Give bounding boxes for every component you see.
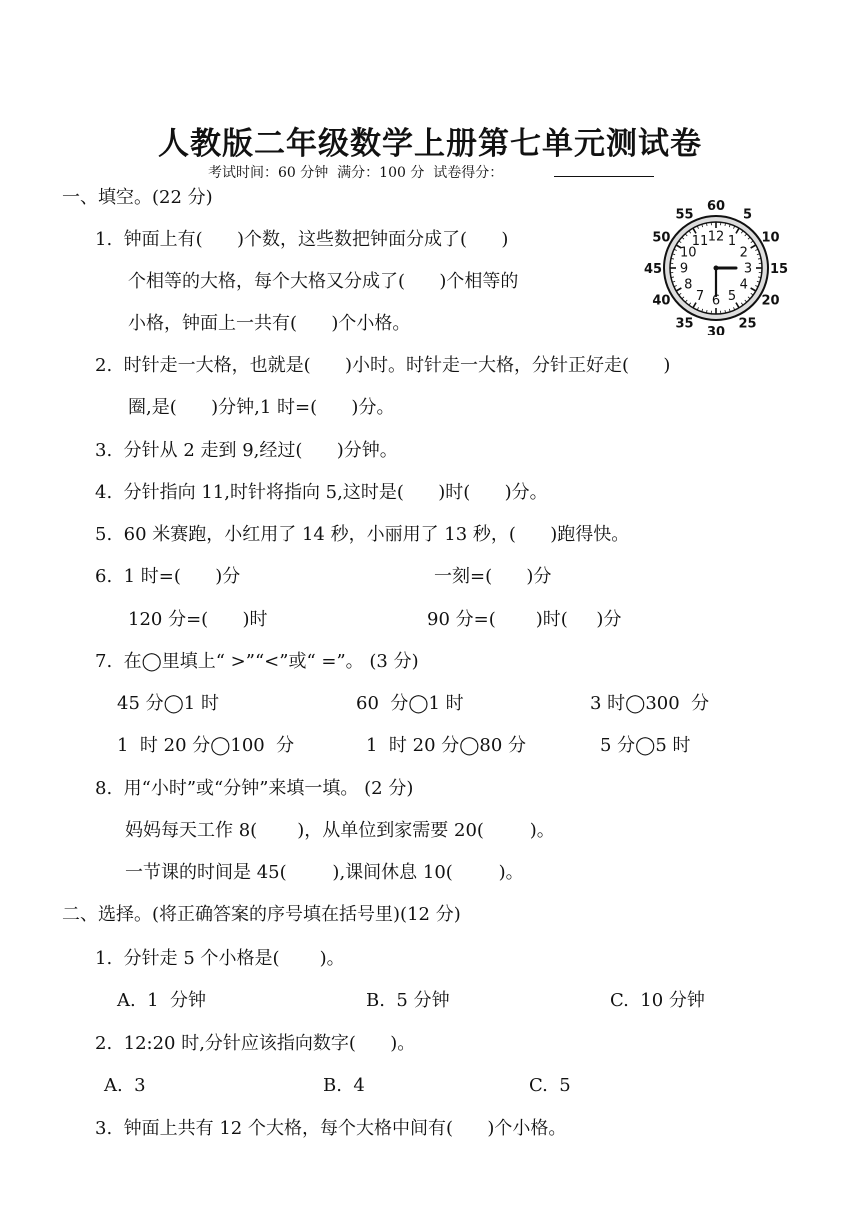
clock-hour-number: 11 (691, 233, 709, 249)
exam-info: 考试时间：60 分钟 满分：100 分 试卷得分： (208, 165, 504, 181)
clock-hour-number: 9 (679, 261, 689, 277)
q6-d: 90 分=( )时( )分 (427, 609, 622, 630)
clock-minute-label: 20 (761, 293, 780, 309)
clock-minute-label: 25 (738, 316, 757, 332)
clock-minute-label: 15 (769, 262, 789, 277)
clock-center-pin (714, 266, 719, 271)
clock-minute-label: 55 (675, 207, 694, 223)
s2-q1-option-c: C. 10 分钟 (610, 990, 705, 1011)
clock-hour-number: 6 (711, 293, 721, 309)
q7-heading: 7. 在◯里填上“ >”“<”或“ =”。 (3 分) (95, 651, 419, 672)
q3: 3. 分针从 2 走到 9,经过( )分钟。 (95, 440, 398, 461)
page-title: 人教版二年级数学上册第七单元测试卷 (158, 126, 702, 162)
q7-a: 45 分◯1 时 (117, 693, 219, 714)
q6-a: 6. 1 时=( )分 (95, 566, 241, 587)
q2-line1: 2. 时针走一大格，也就是( )小时。时针走一大格，分针正好走( ) (95, 355, 671, 376)
clock-minute-label: 5 (742, 207, 753, 223)
q6-b: 一刻=( )分 (434, 566, 552, 587)
clock-minute-label: 45 (643, 262, 663, 277)
q8-line1: 妈妈每天工作 8( )，从单位到家需要 20( )。 (125, 820, 555, 841)
clock-hour-number: 10 (680, 245, 697, 261)
s2-q1-option-b: B. 5 分钟 (366, 990, 450, 1011)
clock-figure (640, 200, 790, 335)
q7-b: 60 分◯1 时 (356, 693, 464, 714)
q2-line2: 圈,是( )分钟,1 时=( )分。 (128, 397, 395, 418)
q4: 4. 分针指向 11,时针将指向 5,这时是( )时( )分。 (95, 482, 548, 503)
section2-heading: 二、选择。(将正确答案的序号填在括号里)(12 分) (62, 904, 461, 925)
clock-hour-number: 2 (739, 245, 748, 261)
s2-q2-stem: 2. 12:20 时,分针应该指向数字( )。 (95, 1033, 416, 1054)
s2-q1-option-a: A. 1 分钟 (117, 990, 207, 1011)
clock-minute-label: 30 (706, 325, 726, 335)
q1-line3: 小格，钟面上一共有( )个小格。 (128, 313, 411, 334)
q1-line2: 个相等的大格，每个大格又分成了( )个相等的 (128, 271, 519, 292)
clock-hour-number: 7 (695, 289, 705, 305)
q7-d: 1 时 20 分◯100 分 (117, 735, 295, 756)
clock-minute-label: 10 (761, 230, 780, 246)
q5: 5. 60 米赛跑，小红用了 14 秒，小丽用了 13 秒，( )跑得快。 (95, 524, 630, 545)
q6-c: 120 分=( )时 (128, 609, 268, 630)
clock-hour-number: 4 (739, 277, 748, 293)
clock-hour-number: 8 (684, 277, 693, 293)
clock-minute-label: 60 (706, 200, 726, 214)
clock-minute-label: 35 (675, 316, 694, 332)
clock-minute-label: 50 (652, 230, 671, 246)
s2-q3-stem: 3. 钟面上共有 12 个大格，每个大格中间有( )个小格。 (95, 1118, 567, 1139)
clock-hour-number: 5 (727, 289, 737, 305)
q7-f: 5 分◯5 时 (600, 735, 691, 756)
score-blank (554, 176, 654, 177)
s2-q2-option-b: B. 4 (323, 1075, 365, 1096)
clock-hour-number: 3 (743, 261, 753, 277)
section1-heading: 一、填空。(22 分) (62, 187, 213, 208)
s2-q2-option-a: A. 3 (104, 1075, 146, 1096)
clock-hour-number: 1 (727, 233, 737, 249)
s2-q2-option-c: C. 5 (529, 1075, 571, 1096)
clock-minute-label: 40 (652, 293, 671, 309)
q7-e: 1 时 20 分◯80 分 (366, 735, 527, 756)
q7-c: 3 时◯300 分 (590, 693, 710, 714)
q8-heading: 8. 用“小时”或“分钟”来填一填。 (2 分) (95, 778, 414, 799)
s2-q1-stem: 1. 分针走 5 个小格是( )。 (95, 948, 345, 969)
q1-line1: 1. 钟面上有( )个数，这些数把钟面分成了( ) (95, 229, 509, 250)
q8-line2: 一节课的时间是 45( ),课间休息 10( )。 (125, 862, 524, 883)
clock-hour-number: 12 (707, 229, 725, 245)
